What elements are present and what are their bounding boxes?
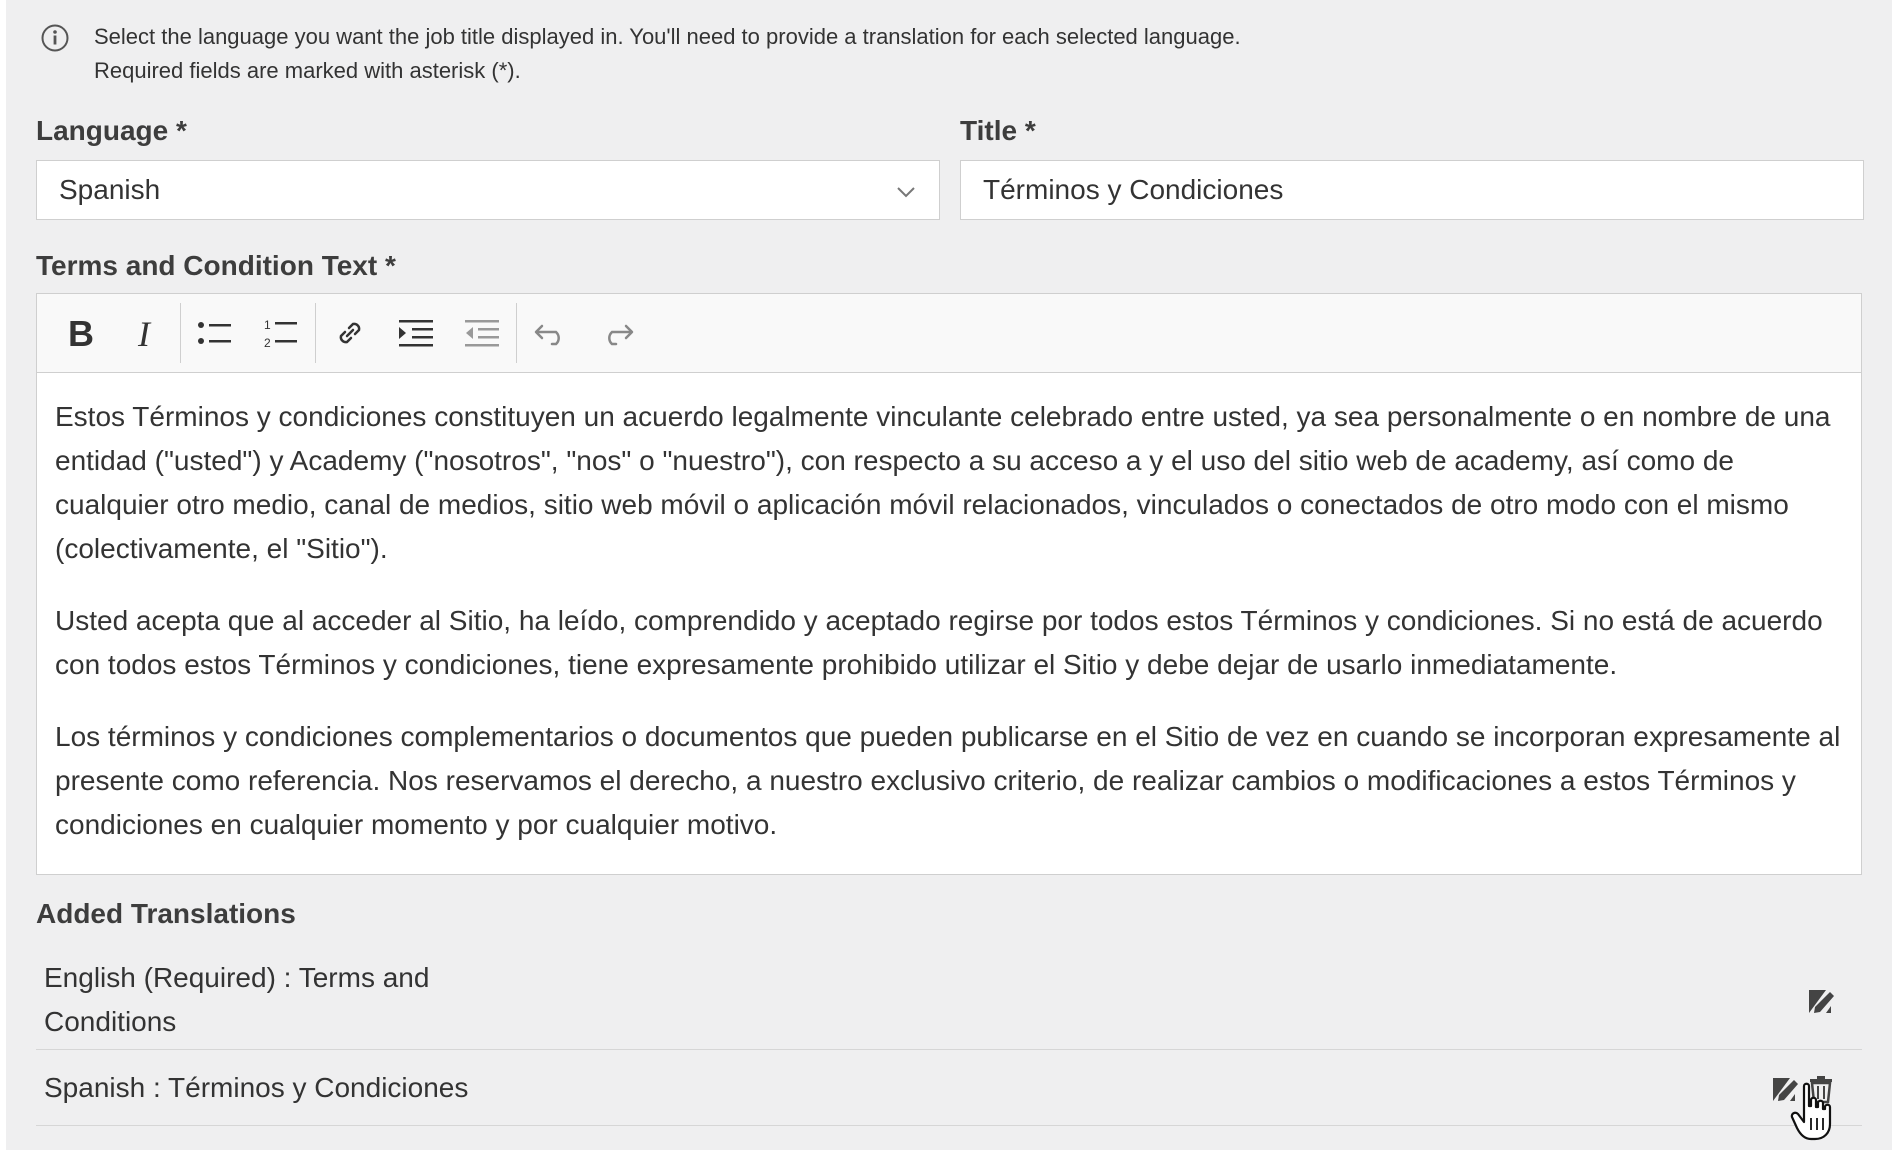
outdent-button[interactable] bbox=[449, 303, 515, 363]
trash-icon[interactable] bbox=[1806, 1074, 1836, 1104]
chevron-down-icon bbox=[895, 181, 917, 203]
info-message bbox=[40, 20, 1241, 88]
translation-row-spanish bbox=[36, 1050, 1862, 1126]
editor-paragraph-3: Los términos y condiciones complementarios o documentos que pueden publicarse en el Sitio de vez en cuando se incorporan expresamente al presente como referencia. Nos reservamos el derecho, a nuestro exclusivo criterio, de realizar cambios o modificaciones a estos Términos y condiciones en cualquier momento y por cualquier motivo. bbox=[55, 721, 1841, 840]
added-translations-title: Added Translations bbox=[36, 898, 296, 929]
rich-text-editor bbox=[36, 293, 1862, 875]
italic-button[interactable] bbox=[113, 303, 179, 363]
title-input-value: Términos y Condiciones bbox=[983, 174, 1284, 205]
redo-button[interactable] bbox=[584, 303, 650, 363]
toolbar-separator bbox=[180, 303, 181, 363]
edit-icon[interactable] bbox=[1770, 1074, 1800, 1104]
translation-label-line-1: English (Required) : Terms and bbox=[44, 962, 430, 993]
bulleted-list-icon bbox=[197, 318, 233, 348]
toolbar-separator bbox=[315, 303, 316, 363]
translation-label bbox=[44, 956, 429, 1044]
language-label: Language * bbox=[36, 115, 187, 146]
indent-icon bbox=[398, 318, 434, 348]
editor-paragraph-2: Usted acepta que al acceder al Sitio, ha leído, comprendido y aceptado regirse por todos estos Términos y condiciones. Si no está de acuerdo con todos estos Términos y condiciones, tiene expresamente prohibido utilizar el Sitio y debe dejar de usarlo inmediatamente. bbox=[55, 605, 1823, 680]
translation-panel bbox=[6, 0, 1892, 1150]
info-line-2: Required fields are marked with asterisk (*). bbox=[94, 58, 521, 83]
title-input[interactable] bbox=[960, 160, 1864, 220]
bold-button[interactable] bbox=[47, 303, 113, 363]
numbered-list-button[interactable] bbox=[248, 303, 314, 363]
edit-icon[interactable] bbox=[1806, 986, 1836, 1016]
translation-row-english bbox=[36, 952, 1862, 1050]
info-icon bbox=[40, 23, 70, 53]
bold-icon bbox=[64, 315, 96, 351]
svg-text:B: B bbox=[68, 315, 94, 351]
info-line-1: Select the language you want the job title displayed in. You'll need to provide a translation for each selected language. bbox=[94, 24, 1241, 49]
editor-content[interactable] bbox=[37, 373, 1861, 847]
translation-label bbox=[44, 1066, 468, 1110]
outdent-icon bbox=[464, 318, 500, 348]
translation-label-line-2: Conditions bbox=[44, 1006, 177, 1037]
italic-icon bbox=[130, 315, 162, 351]
editor-paragraph-1: Estos Términos y condiciones constituyen un acuerdo legalmente vinculante celebrado entre usted, ya sea personalmente o en nombre de una entidad ("usted") y Academy ("nosotros", "nos" o "nuestro"), con respecto a su acceso a y el uso del sitio web de academy, así como de cualquier otro medio, canal de medios, sitio web móvil o aplicación móvil relacionados, vinculados o conectados de otro modo con el mismo (colectivamente, el "Sitio"). bbox=[55, 401, 1831, 564]
link-button[interactable] bbox=[317, 303, 383, 363]
translation-actions bbox=[1800, 986, 1836, 1016]
svg-text:2: 2 bbox=[264, 336, 271, 350]
undo-icon bbox=[534, 320, 568, 346]
link-icon bbox=[333, 316, 367, 350]
redo-icon bbox=[600, 320, 634, 346]
title-label: Title * bbox=[960, 115, 1036, 146]
translation-actions bbox=[1764, 1074, 1836, 1104]
editor-toolbar bbox=[37, 294, 1861, 373]
indent-button[interactable] bbox=[383, 303, 449, 363]
undo-button[interactable] bbox=[518, 303, 584, 363]
language-select[interactable] bbox=[36, 160, 940, 220]
numbered-list-icon bbox=[263, 316, 299, 350]
bulleted-list-button[interactable] bbox=[182, 303, 248, 363]
translation-label-line-1: Spanish : Términos y Condiciones bbox=[44, 1072, 469, 1103]
terms-label: Terms and Condition Text * bbox=[36, 250, 396, 281]
svg-text:1: 1 bbox=[264, 318, 271, 332]
language-select-value: Spanish bbox=[59, 174, 161, 205]
svg-text:I: I bbox=[138, 315, 150, 351]
info-text bbox=[94, 20, 1241, 88]
toolbar-separator bbox=[516, 303, 517, 363]
